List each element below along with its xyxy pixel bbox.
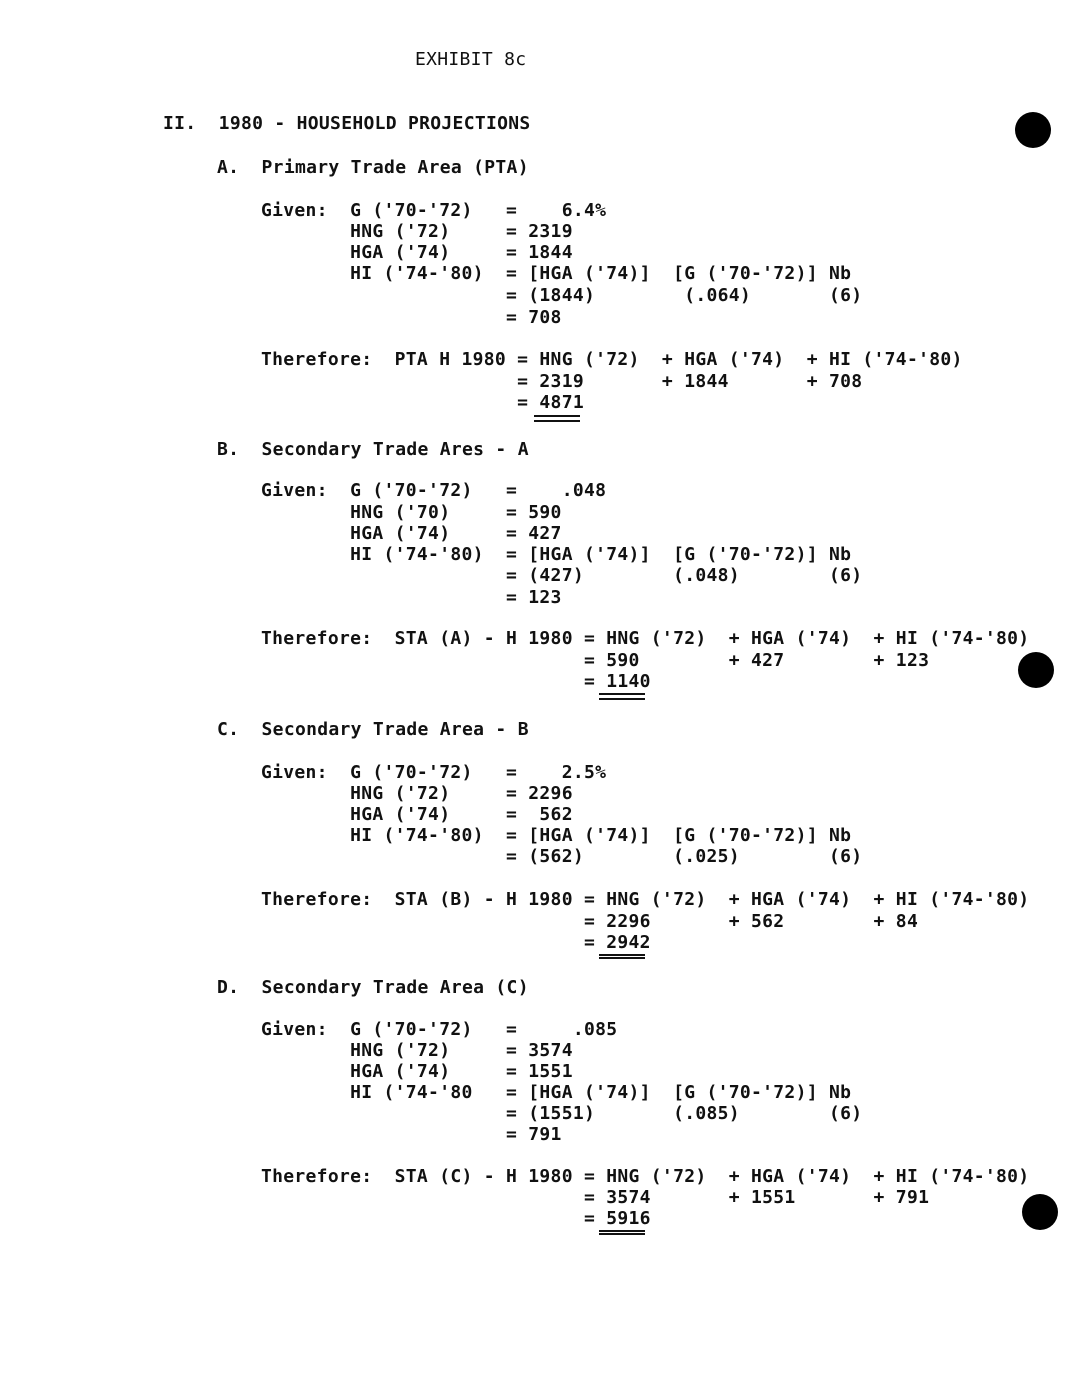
punch-hole-bottom (1022, 1194, 1058, 1230)
sub-d-given-3: HI ('74-'80 = [HGA ('74)] [G ('70-'72)] Nb (261, 1082, 852, 1103)
section-heading: II. 1980 - HOUSEHOLD PROJECTIONS (163, 113, 531, 134)
sub-a-therefore-0: Therefore: PTA H 1980 = HNG ('72) + HGA ('74) + HI ('74-'80) (261, 349, 963, 370)
sub-c-heading: C. Secondary Trade Area - B (217, 719, 529, 740)
sub-d-given-2: HGA ('74) = 1551 (261, 1061, 573, 1082)
sub-a-therefore-2: = 4871 (261, 392, 584, 413)
sub-d-given-0: Given: G ('70-'72) = .085 (261, 1019, 618, 1040)
sub-c-therefore-2: = 2942 (261, 932, 651, 953)
sub-b-given-5: = 123 (261, 587, 562, 608)
sub-b-therefore-1: = 590 + 427 + 123 (261, 650, 930, 671)
sub-d-therefore-0: Therefore: STA (C) - H 1980 = HNG ('72) + HGA ('74) + HI ('74-'80) (261, 1166, 1030, 1187)
sub-d-total-underline (599, 1230, 645, 1232)
sub-d-therefore-2: = 5916 (261, 1208, 651, 1229)
sub-c-given-3: HI ('74-'80) = [HGA ('74)] [G ('70-'72)] Nb (261, 825, 852, 846)
sub-d-heading: D. Secondary Trade Area (C) (217, 977, 529, 998)
sub-b-given-2: HGA ('74) = 427 (261, 523, 562, 544)
sub-d-given-4: = (1551) (.085) (6) (261, 1103, 863, 1124)
sub-d-given-1: HNG ('72) = 3574 (261, 1040, 573, 1061)
punch-hole-top (1015, 112, 1051, 148)
sub-b-given-0: Given: G ('70-'72) = .048 (261, 480, 607, 501)
sub-d-therefore-1: = 3574 + 1551 + 791 (261, 1187, 930, 1208)
sub-d-given-5: = 791 (261, 1124, 562, 1145)
sub-b-heading: B. Secondary Trade Ares - A (217, 439, 529, 460)
sub-a-total-underline-2 (534, 420, 580, 422)
sub-b-given-3: HI ('74-'80) = [HGA ('74)] [G ('70-'72)] Nb (261, 544, 852, 565)
sub-c-given-4: = (562) (.025) (6) (261, 846, 863, 867)
sub-a-given-3: HI ('74-'80) = [HGA ('74)] [G ('70-'72)] Nb (261, 263, 852, 284)
sub-c-total-underline (599, 954, 645, 956)
sub-a-given-5: = 708 (261, 307, 562, 328)
sub-a-given-0: Given: G ('70-'72) = 6.4% (261, 200, 607, 221)
sub-c-therefore-0: Therefore: STA (B) - H 1980 = HNG ('72) + HGA ('74) + HI ('74-'80) (261, 889, 1030, 910)
sub-c-therefore-1: = 2296 + 562 + 84 (261, 911, 919, 932)
sub-a-therefore-1: = 2319 + 1844 + 708 (261, 371, 863, 392)
sub-b-total-underline (599, 693, 645, 695)
sub-a-heading: A. Primary Trade Area (PTA) (217, 157, 529, 178)
sub-a-given-2: HGA ('74) = 1844 (261, 242, 573, 263)
sub-c-given-2: HGA ('74) = 562 (261, 804, 573, 825)
punch-hole-middle (1018, 652, 1054, 688)
sub-d-total-underline-2 (599, 1233, 645, 1235)
sub-a-total-underline (534, 415, 580, 417)
sub-b-therefore-0: Therefore: STA (A) - H 1980 = HNG ('72) + HGA ('74) + HI ('74-'80) (261, 628, 1030, 649)
sub-a-given-1: HNG ('72) = 2319 (261, 221, 573, 242)
exhibit-title: EXHIBIT 8c (415, 49, 527, 70)
sub-a-given-4: = (1844) (.064) (6) (261, 285, 863, 306)
sub-b-given-4: = (427) (.048) (6) (261, 565, 863, 586)
sub-b-total-underline-2 (599, 698, 645, 700)
sub-c-given-0: Given: G ('70-'72) = 2.5% (261, 762, 607, 783)
sub-b-therefore-2: = 1140 (261, 671, 651, 692)
sub-b-given-1: HNG ('70) = 590 (261, 502, 562, 523)
sub-c-given-1: HNG ('72) = 2296 (261, 783, 573, 804)
sub-c-total-underline-2 (599, 957, 645, 959)
